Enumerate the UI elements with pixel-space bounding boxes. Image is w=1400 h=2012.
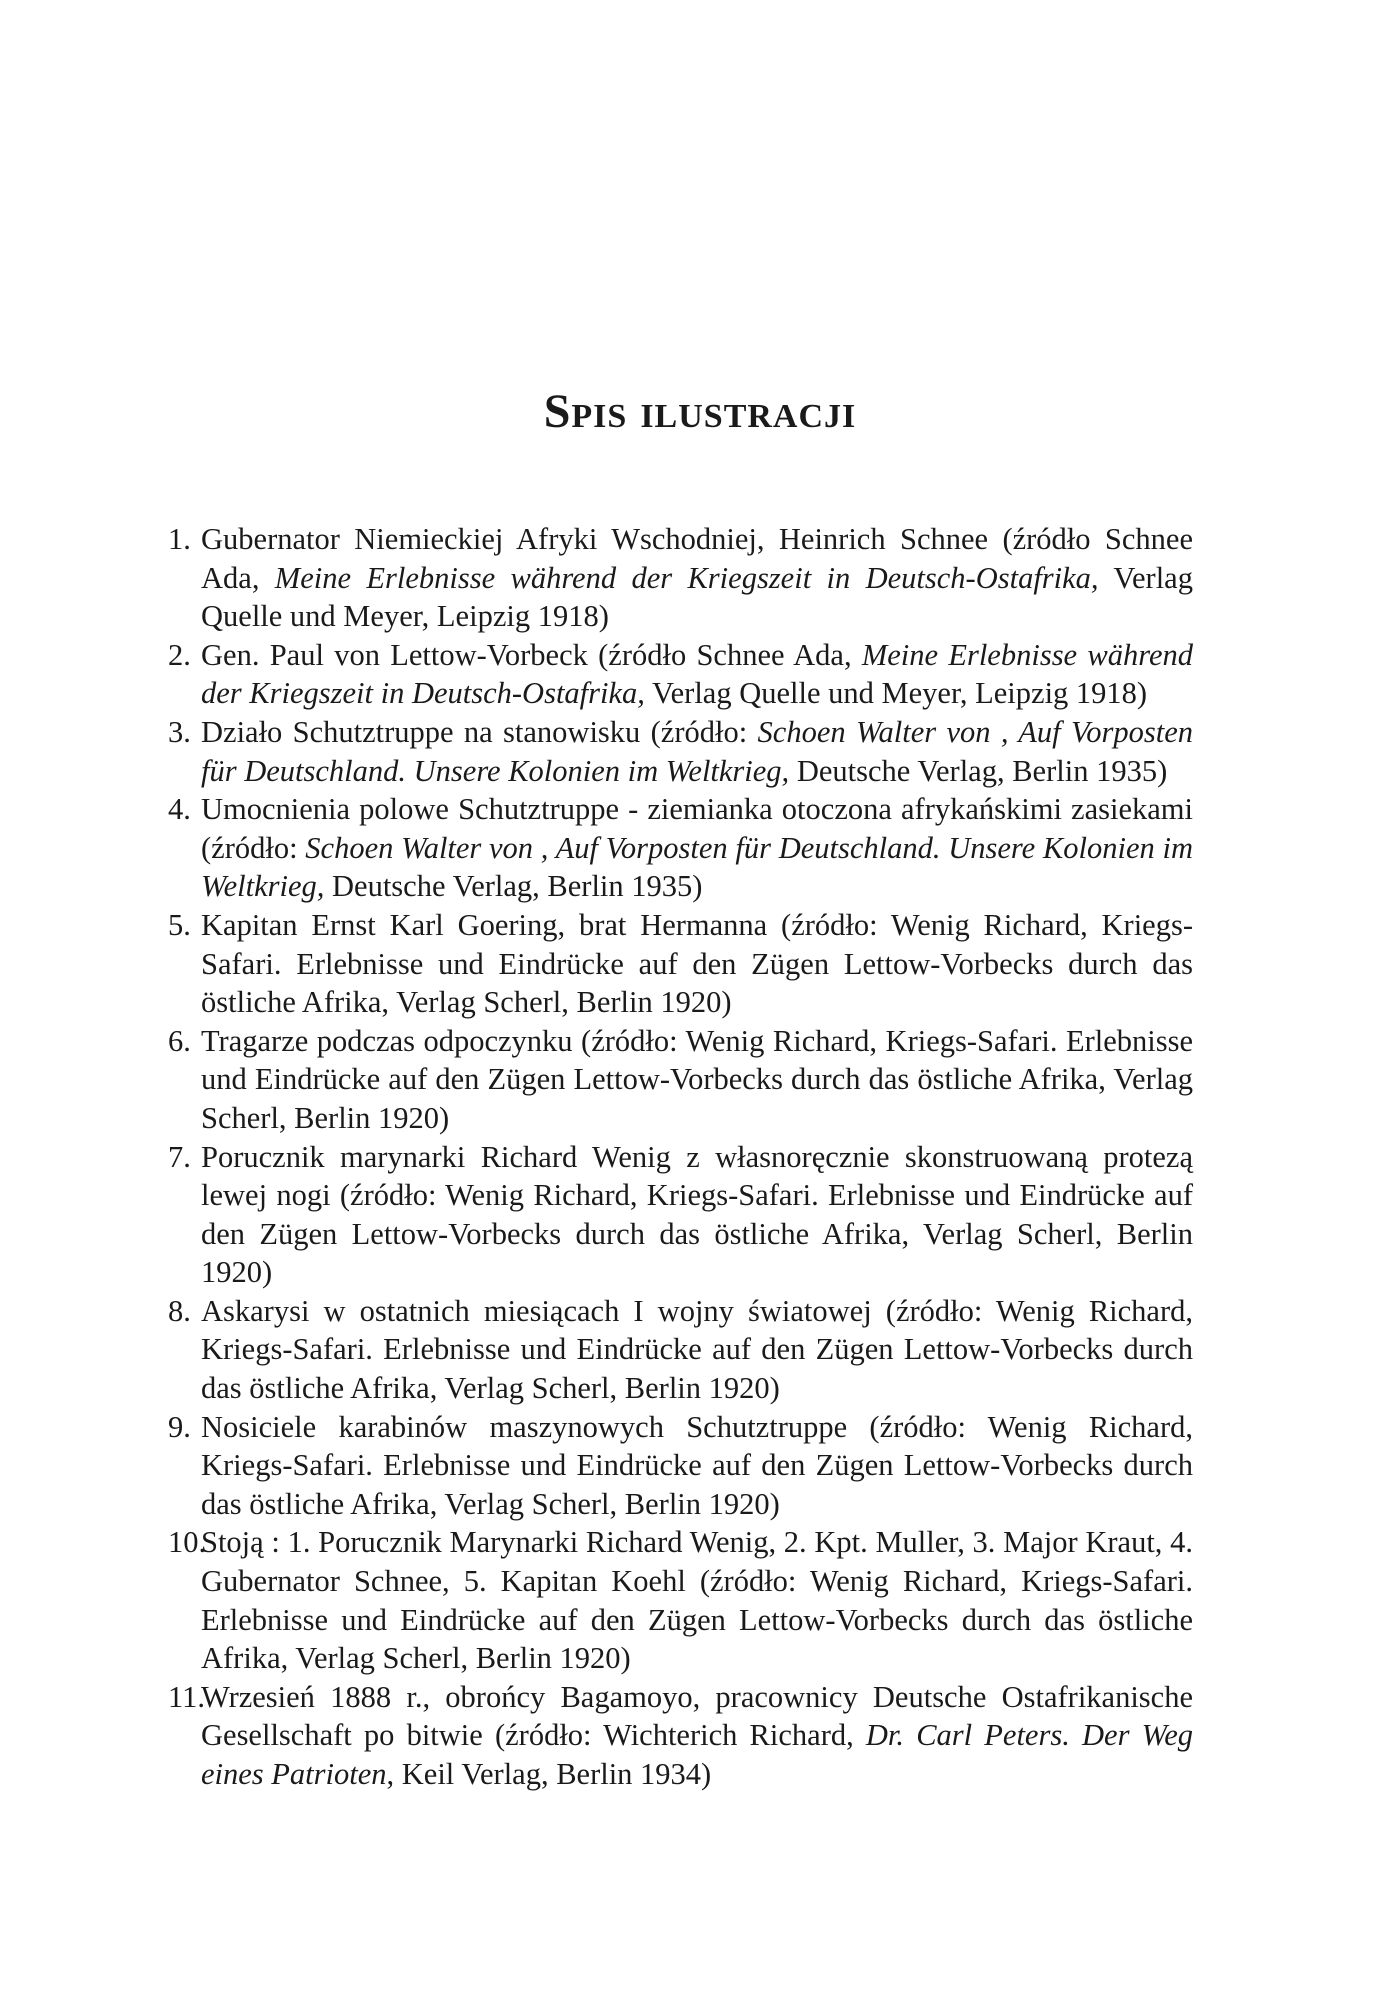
entry-text: Verlag Quelle und Meyer, Leipzig 1918) [644,676,1148,711]
entry-text: Nosiciele karabinów maszynowych Schutztruppe (źródło: Wenig Richard, Kriegs-Safari. Erlebnisse und Eindrücke auf den Zügen Lettow-Vorbecks durch das östliche Afrika, Verlag Scherl, Berlin 1920) [201,1409,1193,1521]
entry-text: Askarysi w ostatnich miesiącach I wojny światowej (źródło: Wenig Richard, Kriegs-Safari. Erlebnisse und Eindrücke auf den Zügen Lettow-Vorbecks durch das östliche Afrika, Verlag Scherl, Berlin 1920) [201,1293,1193,1406]
entry-number: 10. [168,1525,207,1560]
illustration-entry [168,1138,1193,1292]
entry-number: 1. [168,522,191,556]
entry-title-italic: Schoen Walter von , Auf Vorposten für Deutschland. Unsere Kolonien im Weltkrieg, [201,714,1193,788]
entry-text: Gen. Paul von Lettow-Vorbeck (źródło Schnee Ada, [201,637,862,672]
entry-text: , Keil Verlag, Berlin 1934) [386,1757,712,1791]
entry-number: 4. [168,792,191,827]
entry-number: 9. [168,1409,191,1444]
entry-title-italic: Meine Erlebnisse während der Kriegszeit in Deutsch-Ostafrika, [201,637,1193,711]
illustration-entry [168,1678,1193,1794]
entry-number: 7. [168,1139,191,1174]
illustration-entry [168,1523,1193,1677]
entry-number: 3. [168,714,191,749]
entry-title-italic: Meine Erlebnisse während der Kriegszeit in Deutsch-Ostafrika, [274,560,1099,595]
entry-title-italic: Schoen Walter von , Auf Vorposten für Deutschland. Unsere Kolonien im Weltkrieg, [201,830,1193,904]
illustration-entry [168,713,1193,790]
illustration-entry [168,1022,1193,1138]
entry-text: Stoją : 1. Porucznik Marynarki Richard Wenig, 2. Kpt. Muller, 3. Major Kraut, 4. Gubernator Schnee, 5. Kapitan Koehl (źródło: Wenig Richard, Kriegs-Safari. Erlebnisse und Eindrücke auf den Zügen Lettow-Vorbecks durch das östliche Afrika, Verlag Scherl, Berlin 1920) [201,1525,1193,1676]
entry-title-italic: Dr. Carl Peters. Der Weg eines Patrioten [201,1718,1193,1791]
entry-text: Działo Schutztruppe na stanowisku (źródło: [201,714,758,749]
illustration-entry [168,636,1193,713]
entry-text: Tragarze podczas odpoczynku (źródło: Wenig Richard, Kriegs-Safari. Erlebnisse und Eindrücke auf den Zügen Lettow-Vorbecks durch das östliche Afrika, Verlag Scherl, Berlin 1920) [201,1023,1193,1135]
entry-text: Deutsche Verlag, Berlin 1935) [324,869,703,904]
entry-text: Gubernator Niemieckiej Afryki Wschodniej, Heinrich Schnee (źródło Schnee Ada, [201,522,1193,595]
entry-text: Deutsche Verlag, Berlin 1935) [789,753,1168,788]
illustration-entry [168,1408,1193,1524]
entry-text: Wrzesień 1888 r., obrońcy Bagamoyo, pracownicy Deutsche Ostafrikanische Gesellschaft po bitwie (źródło: Wichterich Richard, [201,1679,1193,1753]
illustration-entry [168,520,1193,636]
illustration-entry [168,906,1193,1022]
entry-text: Kapitan Ernst Karl Goering, brat Hermanna (źródło: Wenig Richard, Kriegs-Safari. Erlebnisse und Eindrücke auf den Zügen Lettow-Vorbecks durch das östliche Afrika, Verlag Scherl, Berlin 1920) [201,907,1193,1020]
entry-number: 5. [168,907,191,942]
entry-number: 11. [168,1679,205,1714]
entry-text: Umocnienia polowe Schutztruppe - ziemianka otoczona afrykańskimi zasiekami (źródło: [201,792,1193,865]
entry-text: Porucznik marynarki Richard Wenig z własnoręcznie skonstruowaną protezą lewej nogi (źródło: Wenig Richard, Kriegs-Safari. Erlebnisse und Eindrücke auf den Zügen Lettow-Vorbecks durch das östliche Afrika, Verlag Scherl, Berlin 1920) [201,1139,1193,1290]
illustration-entry [168,790,1193,906]
entry-text: Verlag Quelle und Meyer, Leipzig 1918) [201,560,1193,634]
page-title: Spis ilustracji [543,385,857,439]
illustration-list [168,520,1193,1794]
illustration-entry [168,1292,1193,1408]
entry-number: 6. [168,1023,191,1058]
entry-number: 8. [168,1293,191,1328]
entry-number: 2. [168,637,191,672]
